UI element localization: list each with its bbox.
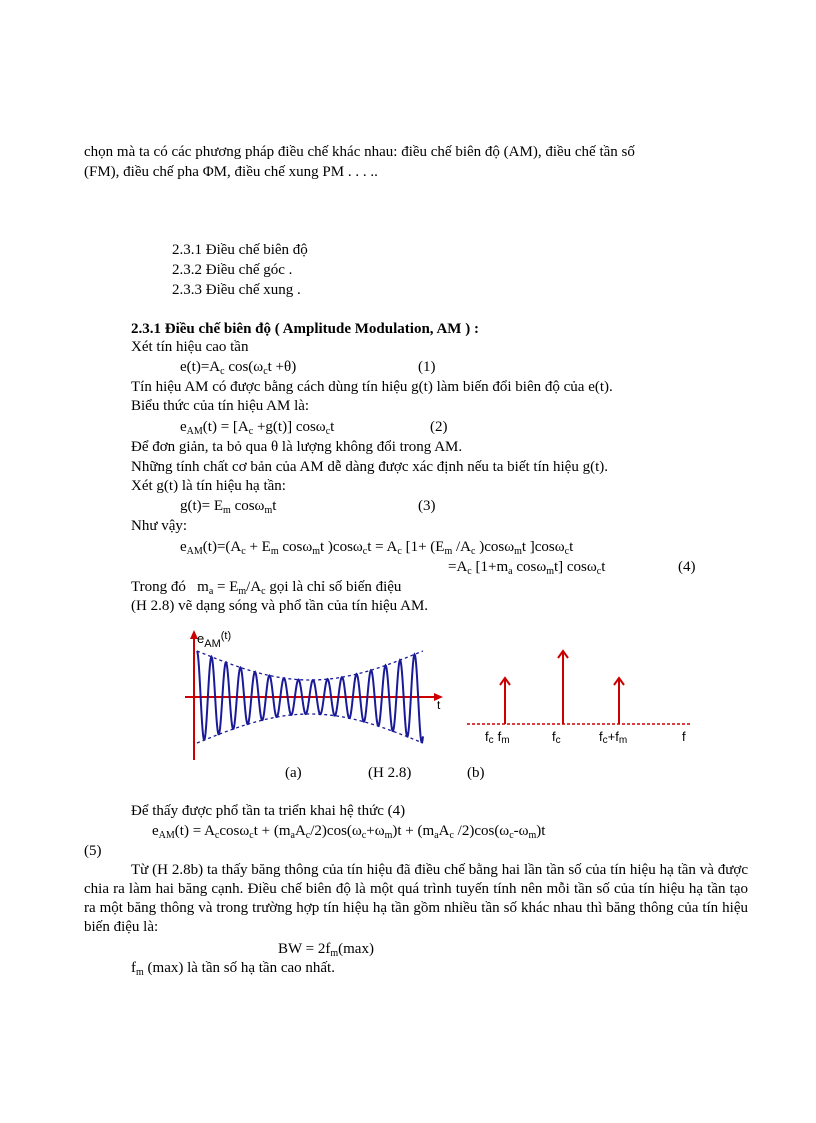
- equation-bw: BW = $2f_m(\max)$: [278, 941, 374, 959]
- text-line: Xét tín hiệu cao tần: [131, 339, 249, 355]
- tick-label-fc-plus-fm: fc+fm: [599, 729, 628, 746]
- section-heading: 2.3.1 Điều chế biên độ ( Amplitude Modulation, AM ) :: [131, 321, 479, 337]
- spectral-line-lower-sideband: [500, 678, 510, 724]
- text-tail: (max) là tần số hạ tần cao nhất.: [147, 960, 335, 976]
- text-line: Trong đó $m_a = E_m/A_c$ gọi là chỉ số biến điệu: [131, 579, 402, 597]
- paragraph: Từ (H 2.8b) ta thấy băng thông của tín hiệu đã điều chế bằng hai lần tần số của tín hiệu hạ tần và được chia ra làm hai băng cạnh. Điều chế biên độ là một quá trình tuyến tính nên mỗi tần số của tín hiệu hạ tần tạo ra một băng thông và trong trường hợp tín hiệu hạ tần gồm nhiều tần số khác nhau thì băng thông của tín hiệu biến điệu là:: [84, 862, 748, 935]
- equation-number: (5): [84, 843, 102, 859]
- text-line: $f_m$ (max) là tần số hạ tần cao nhất.: [131, 960, 335, 978]
- f-axis-label: f: [682, 729, 686, 744]
- toc-item: 2.3.2 Điều chế góc .: [172, 262, 293, 278]
- equation-1: $e(t)=A_c$ $\cos(\omega_ct +\theta)$: [180, 359, 297, 377]
- am-spectrum-figure: [463, 628, 703, 748]
- equation-number: (2): [430, 419, 448, 435]
- tick-label-fc: fc: [552, 729, 561, 746]
- am-waveform-figure: [183, 628, 448, 762]
- tick-label-fc-minus-fm: fc fm: [485, 729, 510, 746]
- equation-number: (3): [418, 498, 436, 514]
- equation-4a: $e_{AM}(t)=(A_c + E_m$ cosω$_m$t )$\cos\omega_ct = A_c$ [$1+ (E_m$ $/A_c$ )cosω$_m$t ]cosω$_c$t: [180, 539, 574, 557]
- text-line: Để đơn giản, ta bỏ qua θ là lượng không đổi trong AM.: [131, 439, 463, 455]
- text-line: Tín hiệu AM có được bằng cách dùng tín hiệu g(t) làm biến đổi biên độ của e(t).: [131, 379, 613, 395]
- envelope-upper: [197, 651, 423, 680]
- equation-3: $g(t)= E_m$ cosω$_m$t: [180, 498, 277, 516]
- text-line: Để thấy được phổ tần ta triển khai hệ thức (4): [131, 803, 406, 819]
- equation-4b: $=A_c$ [$1+m_a$ cosω$_m$t] cosω$_c$t: [448, 559, 606, 577]
- toc-item: 2.3.3 Điều chế xung .: [172, 282, 301, 298]
- spectral-line-upper-sideband: [614, 678, 624, 724]
- figure-label-b: (b): [467, 765, 485, 781]
- text-line: Như vậy:: [131, 518, 188, 534]
- text-line: Xét g(t) là tín hiệu hạ tần:: [131, 478, 286, 494]
- y-axis-label: $e_{AM}^{(t)}$: [197, 630, 232, 650]
- intro-line-1: chọn mà ta có các phương pháp điều chế khác nhau: điều chế biên độ (AM), điều chế tần số: [84, 144, 635, 160]
- equation-number: (1): [418, 359, 436, 375]
- equation-number: (4): [678, 559, 696, 575]
- equation-5: $e_{AM}(t) = A_c\cos\omega_ct + (m_aA_c/2)\cos(\omega_c+\omega_m)t + (m_aA_c$ $/2)\cos(\omega_c-\omega_m)t$: [152, 823, 546, 841]
- toc-item: 2.3.1 Điều chế biên độ: [172, 242, 308, 258]
- figure-label-a: (a): [285, 765, 302, 781]
- spectral-line-carrier: [558, 651, 568, 724]
- figure-caption: (H 2.8): [368, 765, 412, 781]
- equation-2: $e_{AM}(t) = [A_c +g(t)]$ cosω$_c$t: [180, 419, 335, 437]
- intro-line-2: (FM), điều chế pha ΦM, điều chế xung PM . . . ..: [84, 164, 378, 180]
- text-lead: Trong đó: [131, 579, 186, 595]
- text-tail: gọi là chỉ số biến điệu: [269, 579, 402, 595]
- text-line: Biểu thức của tín hiệu AM là:: [131, 398, 310, 414]
- t-axis-label: t: [437, 698, 441, 712]
- text-line: Những tính chất cơ bản của AM dễ dàng được xác định nếu ta biết tín hiệu g(t).: [131, 459, 608, 475]
- text-line: (H 2.8) vẽ dạng sóng và phổ tần của tín hiệu AM.: [131, 598, 429, 614]
